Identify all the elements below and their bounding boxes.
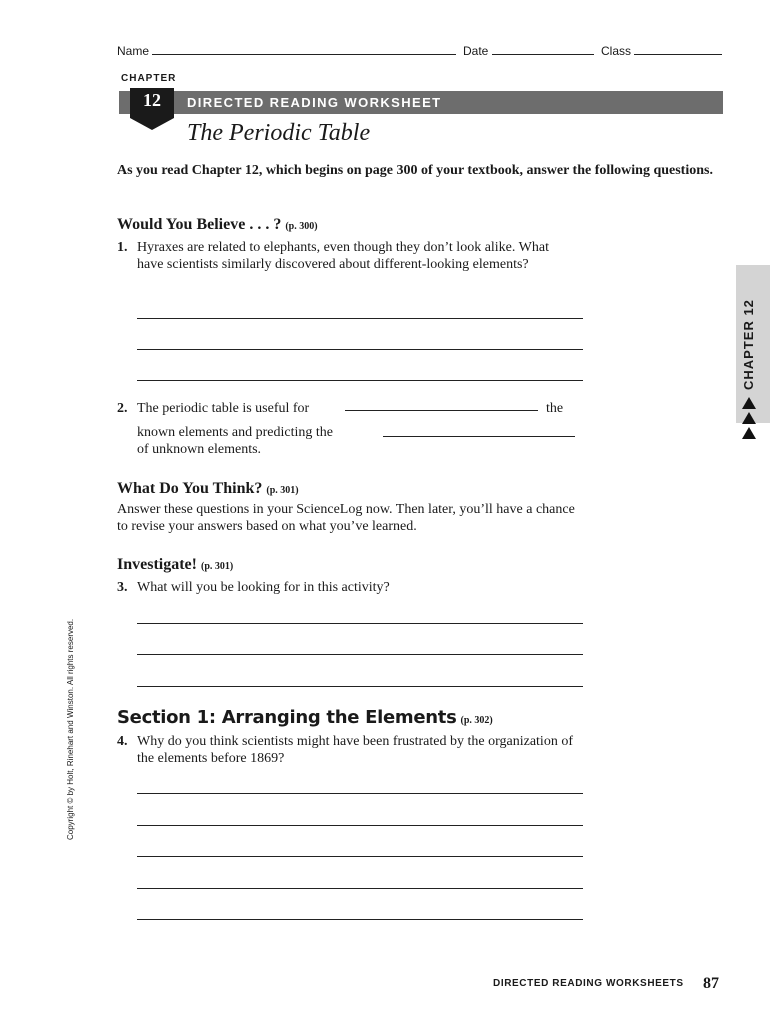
date-label: Date (463, 44, 489, 58)
class-field[interactable] (601, 44, 722, 58)
q2-text-part2: the (546, 401, 564, 416)
believe-page-ref: (p. 300) (285, 221, 318, 232)
section1-heading-block (117, 707, 493, 728)
date-blank[interactable] (492, 44, 594, 55)
think-heading: What Do You Think? (117, 480, 263, 497)
q4-text: Why do you think scientists might have been frustrated by the organization of the elements before 1869? (137, 734, 573, 766)
q4-answer-line-4[interactable] (137, 888, 583, 889)
believe-heading-block (117, 216, 318, 234)
think-page-ref: (p. 301) (266, 485, 299, 496)
q2-text-part3: known elements and predicting the (137, 425, 333, 440)
name-blank[interactable] (152, 44, 456, 55)
footer-label: DIRECTED READING WORKSHEETS (493, 978, 684, 989)
q2-blank-2[interactable] (383, 436, 575, 437)
q1-text: Hyraxes are related to elephants, even though they don’t look alike. What have scientists similarly discovered about different-looking elements? (137, 240, 549, 272)
believe-heading: Would You Believe . . . ? (117, 216, 282, 233)
q4-answer-line-2[interactable] (137, 825, 583, 826)
name-field[interactable] (117, 44, 456, 58)
q3-text: What will you be looking for in this activity? (137, 580, 390, 595)
chapter-word: CHAPTER (121, 73, 177, 84)
investigate-heading: Investigate! (117, 556, 197, 573)
q1-answer-line-3[interactable] (137, 380, 583, 381)
name-label: Name (117, 44, 150, 58)
worksheet-type: DIRECTED READING WORKSHEET (187, 95, 442, 110)
page-number: 87 (703, 975, 719, 992)
think-body: Answer these questions in your ScienceLog now. Then later, you’ll have a chance to revise your answers based on what you’ve learned. (117, 502, 575, 534)
chapter-number: 12 (143, 90, 161, 110)
q2-text-part1: The periodic table is useful for (137, 401, 310, 416)
q4-answer-line-5[interactable] (137, 919, 583, 920)
q2-blank-1[interactable] (345, 410, 538, 411)
q3-answer-line-2[interactable] (137, 654, 583, 655)
q2-text-part4: of unknown elements. (137, 442, 262, 457)
page-title: The Periodic Table (187, 120, 371, 146)
class-label: Class (601, 44, 632, 58)
think-heading-block (117, 480, 299, 498)
date-field[interactable] (463, 44, 594, 58)
q4-answer-line-3[interactable] (137, 856, 583, 857)
q1-number: 1. (117, 240, 128, 255)
q1-answer-line-1[interactable] (137, 318, 583, 319)
side-tab-label (741, 370, 756, 390)
investigate-page-ref: (p. 301) (200, 561, 234, 572)
q4-answer-line-1[interactable] (137, 793, 583, 794)
section1-page-ref: (p. 302) (460, 715, 493, 726)
intro-text: As you read Chapter 12, which begins on page 300 of your textbook, answer the following questions. (117, 163, 713, 178)
section1-heading: Section 1: Arranging the Elements (117, 707, 457, 728)
investigate-heading-block (117, 556, 233, 574)
q3-answer-line-3[interactable] (137, 686, 583, 687)
triangle-arrows-icon (741, 397, 757, 441)
q4-number: 4. (117, 734, 128, 749)
q3-number: 3. (117, 580, 128, 595)
class-blank[interactable] (634, 44, 722, 55)
q3-answer-line-1[interactable] (137, 623, 583, 624)
q1-answer-line-2[interactable] (137, 349, 583, 350)
copyright-notice: Copyright © by Holt, Rinehart and Winston. All rights reserved. (66, 618, 75, 840)
q2-number: 2. (117, 401, 128, 416)
